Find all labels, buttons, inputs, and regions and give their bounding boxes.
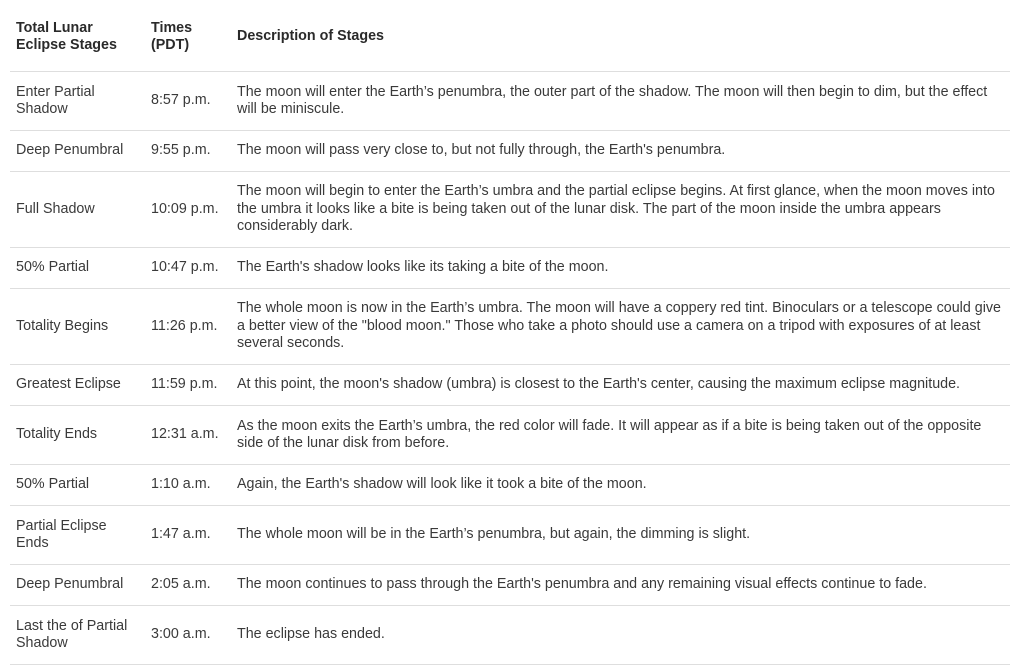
description-cell: The moon will begin to enter the Earth’s umbra and the partial eclipse begins. At first glance, when the moon moves into the umbra it looks like a bite is being taken out of the lunar disk. The part of the moon inside the umbra appears considerably dark. (231, 172, 1010, 248)
table-row (10, 465, 1010, 506)
time-cell: 12:31 a.m. (145, 406, 231, 465)
description-cell: The whole moon will be in the Earth’s penumbra, but again, the dimming is slight. (231, 506, 1010, 565)
time-cell: 3:00 a.m. (145, 606, 231, 665)
description-cell: Again, the Earth's shadow will look like it took a bite of the moon. (231, 465, 1010, 506)
header-time: Times (PDT) (145, 0, 231, 72)
description-cell: The whole moon is now in the Earth’s umbra. The moon will have a coppery red tint. Binoculars or a telescope could give a better view of the "blood moon." Those who take a photo should use a camera on a tripod with exposures of at least several seconds. (231, 289, 1010, 365)
description-cell: The eclipse has ended. (231, 606, 1010, 665)
stage-cell: Partial Eclipse Ends (10, 506, 145, 565)
description-cell: The moon continues to pass through the Earth's penumbra and any remaining visual effects continue to fade. (231, 565, 1010, 606)
stage-cell: 50% Partial (10, 465, 145, 506)
header-description: Description of Stages (231, 0, 1010, 72)
table-row (10, 565, 1010, 606)
time-cell: 1:10 a.m. (145, 465, 231, 506)
table-row (10, 72, 1010, 131)
time-cell: 10:47 p.m. (145, 248, 231, 289)
table-row (10, 131, 1010, 172)
stage-cell: 50% Partial (10, 248, 145, 289)
lunar-eclipse-stages-table (10, 0, 1010, 665)
time-cell: 9:55 p.m. (145, 131, 231, 172)
time-cell: 10:09 p.m. (145, 172, 231, 248)
description-cell: At this point, the moon's shadow (umbra) is closest to the Earth's center, causing the maximum eclipse magnitude. (231, 365, 1010, 406)
table-row (10, 248, 1010, 289)
table-header (10, 0, 1010, 72)
table-row (10, 365, 1010, 406)
description-cell: The moon will enter the Earth’s penumbra, the outer part of the shadow. The moon will then begin to dim, but the effect will be miniscule. (231, 72, 1010, 131)
table-row (10, 406, 1010, 465)
time-cell: 2:05 a.m. (145, 565, 231, 606)
stage-cell: Deep Penumbral (10, 565, 145, 606)
table-body (10, 72, 1010, 665)
stage-cell: Enter Partial Shadow (10, 72, 145, 131)
lunar-eclipse-stages-table-container (10, 0, 1010, 665)
stage-cell: Totality Ends (10, 406, 145, 465)
table-row (10, 606, 1010, 665)
table-row (10, 506, 1010, 565)
stage-cell: Last the of Partial Shadow (10, 606, 145, 665)
header-row (10, 0, 1010, 72)
stage-cell: Totality Begins (10, 289, 145, 365)
time-cell: 11:59 p.m. (145, 365, 231, 406)
table-row (10, 172, 1010, 248)
time-cell: 11:26 p.m. (145, 289, 231, 365)
description-cell: The moon will pass very close to, but not fully through, the Earth's penumbra. (231, 131, 1010, 172)
stage-cell: Deep Penumbral (10, 131, 145, 172)
stage-cell: Greatest Eclipse (10, 365, 145, 406)
time-cell: 1:47 a.m. (145, 506, 231, 565)
header-stage: Total Lunar Eclipse Stages (10, 0, 145, 72)
description-cell: As the moon exits the Earth’s umbra, the red color will fade. It will appear as if a bite is being taken out of the opposite side of the lunar disk from before. (231, 406, 1010, 465)
description-cell: The Earth's shadow looks like its taking a bite of the moon. (231, 248, 1010, 289)
table-row (10, 289, 1010, 365)
stage-cell: Full Shadow (10, 172, 145, 248)
time-cell: 8:57 p.m. (145, 72, 231, 131)
